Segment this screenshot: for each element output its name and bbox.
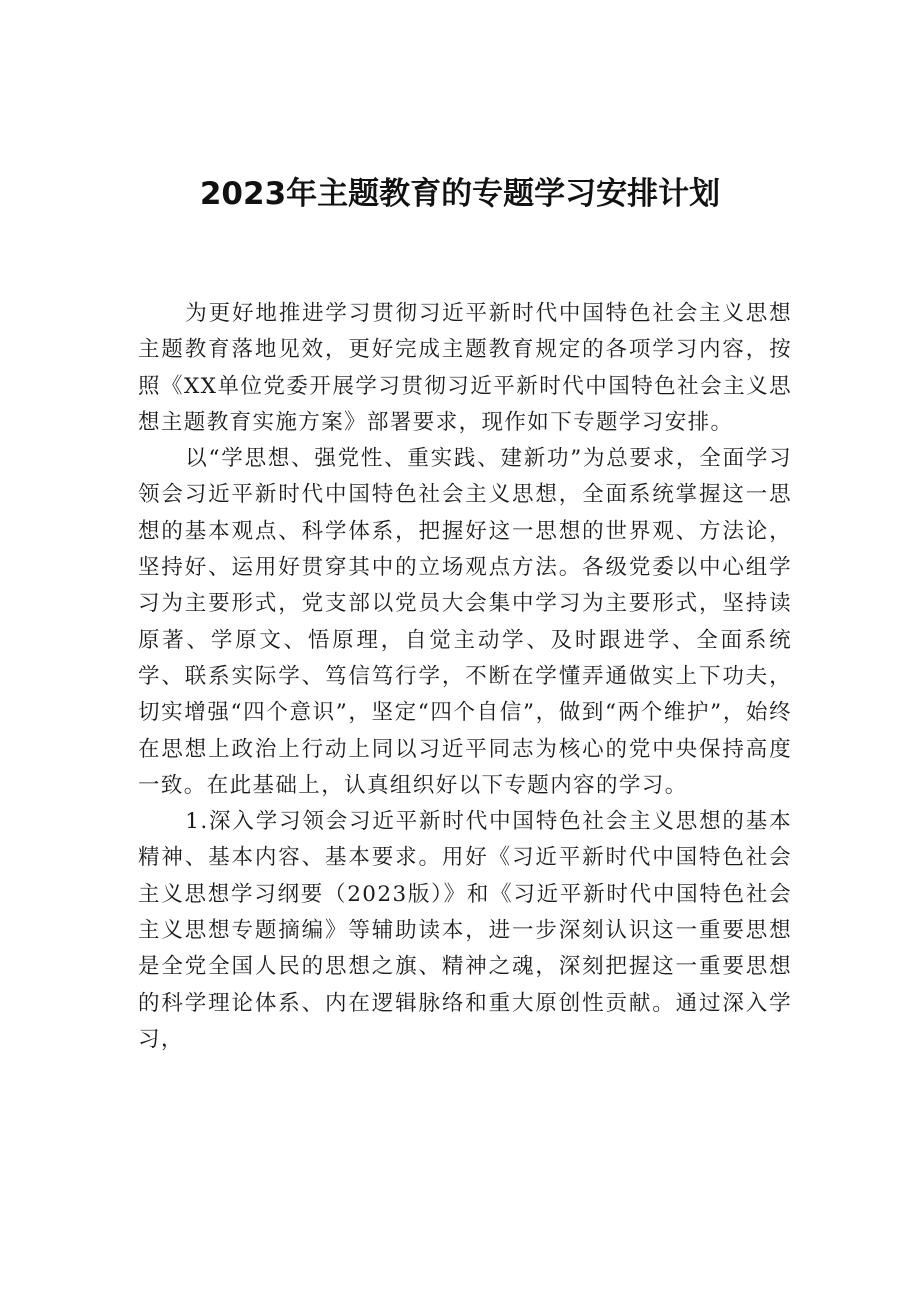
paragraph-general-requirements: 以“学思想、强党性、重实践、建新功”为总要求，全面学习领会习近平新时代中国特色社会主义思想，全面系统掌握这一思想的基本观点、科学体系，把握好这一思想的世界观、方法论，坚持好、运用好贯穿其中的立场观点方法。各级党委以中心组学习为主要形式，党支部以党员大会集中学习为主要形式，坚持读原著、学原文、悟原理，自觉主动学、及时跟进学、全面系统学、联系实际学、笃信笃行学，不断在学懂弄通做实上下功夫，切实增强“四个意识”，坚定“四个自信”，做到“两个维护”，始终在思想上政治上行动上同以习近平同志为核心的党中央保持高度一致。在此基础上，认真组织好以下专题内容的学习。 <box>138 446 792 798</box>
document-title: 2023年主题教育的专题学习安排计划 <box>199 176 721 212</box>
document-body <box>138 296 792 1058</box>
paragraph-topic-1: 1.深入学习领会习近平新时代中国特色社会主义思想的基本精神、基本内容、基本要求。用好《习近平新时代中国特色社会主义思想学习纲要（2023版）》和《习近平新时代中国特色社会主义思想专题摘编》等辅助读本，进一步深刻认识这一重要思想是全党全国人民的思想之旗、精神之魂，深刻把握这一重要思想的科学理论体系、内在逻辑脉络和重大原创性贡献。通过深入学习， <box>138 809 792 1052</box>
paragraph-intro: 为更好地推进学习贯彻习近平新时代中国特色社会主义思想主题教育落地见效，更好完成主题教育规定的各项学习内容，按照《XX单位党委开展学习贯彻习近平新时代中国特色社会主义思想主题教育实施方案》部署要求，现作如下专题学习安排。 <box>138 301 792 435</box>
